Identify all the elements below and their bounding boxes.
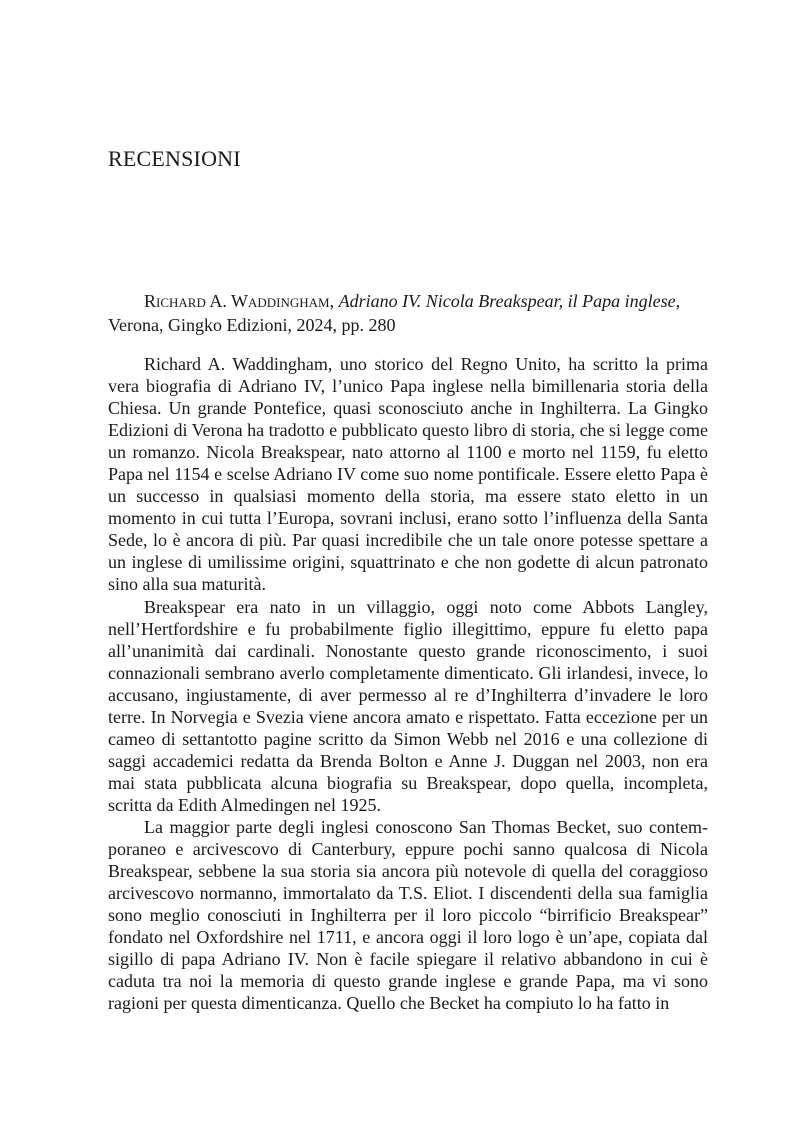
book-title: Adriano IV. Nicola Breakspear, il Papa inglese — [338, 291, 676, 311]
section-title: RECENSIONI — [108, 146, 241, 171]
paragraph-2: Breakspear era nato in un villaggio, oggi noto come Abbots Langley, nell’Hertfordshire e fu probabilmente figlio illegittimo, eppure fu eletto papa all’unanimità dai cardinali. Nonostante questo grande riconoscimento, i suoi connazionali sembrano averlo completamente dimenticato. Gli irlandesi, invece, lo accusano, ingiustamente, di aver permesso al re d’Inghilterra d’invadere le loro terre. In Norvegia e Svezia viene ancora amato e rispettato. Fatta eccezione per un cameo di settantotto pagine scritto da Simon Webb nel 2016 e una collezione di saggi accademici redatta da Brenda Bolton e Anne J. Duggan nel 2003, non era mai stata pubblicata alcuna biografia su Breakspear, dopo quella, incompleta, scritta da Edith Almedingen nel 1925. — [108, 596, 708, 815]
review-citation — [108, 289, 708, 337]
review-author: Richard A. Waddingham — [144, 291, 330, 311]
paragraph-3: La maggior parte degli inglesi conoscono San Thomas Becket, suo contemporaneo e arcivescovo di Canterbury, eppure pochi sanno qualcosa di Nicola Breakspear, sebbene la sua storia sia ancora più notevole di quella del coraggioso arcivescovo normanno, immortalato da T.S. Eliot. I discendenti della sua famiglia sono meglio conosciuti in Inghilterra per il loro piccolo “birrificio Breakspear” fondato nel Oxfordshire nel 1711, e ancora oggi il loro logo è un’ape, copiata dal sigillo di papa Adriano IV. Non è facile spiegare il relativo abbandono in cui è caduta tra noi la memoria di questo grande inglese e grande Papa, ma vi sono ragioni per questa dimenticanza. Quello che Becket ha compiuto lo ha fatto in — [108, 816, 708, 1014]
review-body — [108, 353, 708, 1014]
paragraph-1: Richard A. Waddingham, uno storico del Regno Unito, ha scritto la prima vera biografia di Adriano IV, l’unico Papa inglese nella bimillenaria storia della Chiesa. Un grande Pontefice, quasi sconosciuto anche in Inghilterra. La Gingko Edizioni di Verona ha tradotto e pubblicato questo libro di storia, che si legge come un romanzo. Nicola Breakspear, nato attorno al 1100 e morto nel 1159, fu eletto Papa nel 1154 e scelse Adriano IV come suo nome pontificale. Essere eletto Papa è un successo in qualsiasi momento della storia, ma essere stato eletto in un momento in cui tutta l’Europa, sovrani inclusi, erano sotto l’influenza della Santa Sede, lo è ancora di più. Par quasi incredibile che un tale onore potesse spettare a un inglese di umilissime origini, squattrinato e che non godette di alcun patronato sino alla sua maturità. — [108, 354, 709, 595]
author-separator: , — [329, 291, 339, 311]
publication-details: , Verona, Gingko Edizioni, 2024, pp. 280 — [108, 291, 681, 335]
